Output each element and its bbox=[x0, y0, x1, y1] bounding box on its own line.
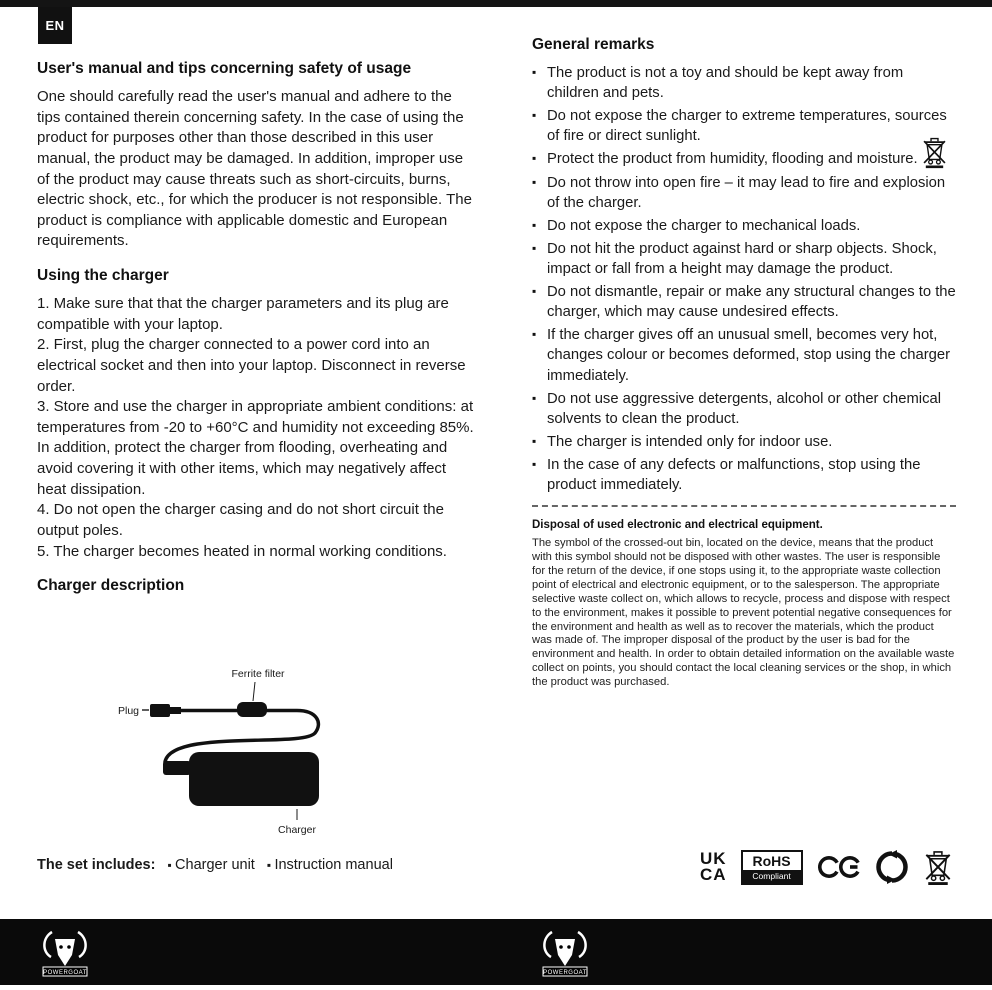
remark-item: ▪ Do not use aggressive detergents, alcohol or other chemical solvents to clean the product. bbox=[532, 389, 956, 429]
set-includes-item: ▪ Instruction manual bbox=[267, 857, 393, 873]
right-column bbox=[532, 36, 956, 690]
left-column bbox=[37, 60, 474, 604]
compliance-marks bbox=[700, 846, 953, 888]
set-includes-item: ▪ Charger unit bbox=[167, 857, 254, 873]
general-remarks-list bbox=[532, 63, 956, 495]
ukca-ca: CA bbox=[700, 865, 727, 884]
goat-horn-icon bbox=[44, 932, 52, 957]
powergoat-logo bbox=[538, 926, 592, 983]
top-edge-bar bbox=[0, 0, 992, 7]
ukca-uk: UK bbox=[700, 848, 727, 868]
charger-label: Charger bbox=[278, 824, 316, 836]
usage-step: 3. Store and use the charger in appropriate ambient conditions: at temperatures from -20 to +60°C and humidity not exceeding 85%. In addition, protect the charger from flooding, overheating and avoid covering it with other items, which may negatively affect heat dissipation. bbox=[37, 398, 474, 498]
charger-description-heading: Charger description bbox=[37, 577, 185, 595]
ferrite-filter-label: Ferrite filter bbox=[231, 668, 285, 680]
charger-diagram bbox=[105, 663, 350, 841]
remark-item: ▪ In the case of any defects or malfunctions, stop using the product immediately. bbox=[532, 455, 956, 495]
usage-heading: Using the charger bbox=[37, 267, 169, 284]
powergoat-logo bbox=[38, 926, 92, 983]
disposal-heading: Disposal of used electronic and electrical equipment. bbox=[532, 519, 823, 532]
remark-item: ▪ Do not expose the charger to extreme temperatures, sources of fire or direct sunlight. bbox=[532, 106, 956, 146]
remark-item: ▪ Do not hit the product against hard or sharp objects. Shock, impact or fall from a height may damage the product. bbox=[532, 239, 956, 279]
safety-heading: User's manual and tips concerning safety of usage bbox=[37, 60, 412, 77]
plug-label: Plug bbox=[118, 705, 140, 717]
disposal-text: The symbol of the crossed-out bin, located on the device, means that the product with this symbol should not be disposed with other wastes. The user is responsible for the return of the device, if one stops using it, to the appropriate waste collection point of electrical and electronic equipment, or to the salesperson. The appropriate selective waste collect on, which allows to recycle, process and dispose with respect to the environment, makes it possible to prevent potential negative consequences for the environment and health as well as to recover the materials, which the product was made of. The improper disposal of the product by the user is bad for the environment and health. In order to obtain detailed information on the available waste collect on points, you should contact the local cleaning services or the shop, in which the product was purchased. bbox=[532, 537, 955, 689]
footer-bar bbox=[0, 919, 992, 985]
remark-item: ▪ Protect the product from humidity, flooding and moisture. bbox=[532, 149, 956, 169]
ukca-mark bbox=[700, 848, 727, 884]
brand-name: POWERGOAT bbox=[43, 970, 87, 976]
remark-item: ▪ If the charger gives off an unusual smell, becomes very hot, changes colour or becomes deformed, stop using the charger immediately. bbox=[532, 325, 956, 385]
ferrite-filter-bead bbox=[237, 702, 267, 717]
set-includes-label: The set includes: bbox=[37, 857, 156, 873]
language-badge: EN bbox=[38, 7, 72, 44]
remark-item: ▪ The charger is intended only for indoor use. bbox=[532, 432, 956, 452]
usage-step: 1. Make sure that that the charger parameters and its plug are compatible with your laptop. bbox=[37, 295, 449, 333]
usage-step: 5. The charger becomes heated in normal working conditions. bbox=[37, 542, 447, 560]
weee-bin-icon bbox=[923, 849, 953, 886]
remark-item: ▪ Do not throw into open fire – it may lead to fire and explosion of the charger. bbox=[532, 173, 956, 213]
goat-face-icon bbox=[55, 939, 75, 966]
usage-step: 4. Do not open the charger casing and do not short circuit the output poles. bbox=[37, 501, 444, 539]
rohs-mark bbox=[741, 850, 803, 885]
general-remarks-heading: General remarks bbox=[532, 36, 655, 53]
safety-paragraph: One should carefully read the user's manual and adhere to the tips contained therein concerning safety. In the case of using the product for purposes other than those described in this user manual, the product may be damaged. In addition, improper use of the product may cause threats such as short-circuits, burns, electric shock, etc., for which the producer is not responsible. The product is compliance with applicable domestic and European requirements. bbox=[37, 88, 472, 250]
remark-item: ▪ Do not expose the charger to mechanical loads. bbox=[532, 216, 956, 236]
brand-name: POWERGOAT bbox=[543, 970, 587, 976]
usage-steps bbox=[37, 294, 474, 562]
usage-step: 2. First, plug the charger connected to a power cord into an electrical socket and then into your laptop. Disconnect in reverse order. bbox=[37, 336, 466, 395]
remark-item: ▪ The product is not a toy and should be kept away from children and pets. bbox=[532, 63, 956, 103]
charger-brick bbox=[189, 752, 319, 806]
dashed-divider bbox=[532, 505, 956, 507]
remark-item: ▪ Do not dismantle, repair or make any structural changes to the charger, which may cause undesired effects. bbox=[532, 282, 956, 322]
ce-mark-icon bbox=[817, 854, 861, 880]
set-includes bbox=[37, 857, 393, 873]
recycle-icon bbox=[875, 850, 909, 884]
rohs-compliant-label: Compliant bbox=[743, 870, 801, 883]
rohs-label: RoHS bbox=[752, 852, 791, 869]
plug-connector bbox=[150, 704, 170, 717]
